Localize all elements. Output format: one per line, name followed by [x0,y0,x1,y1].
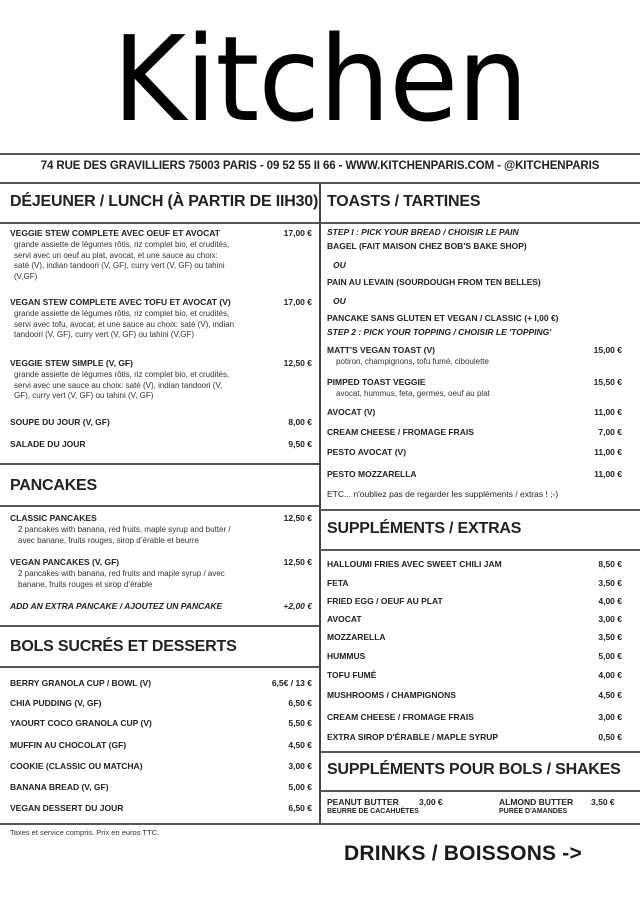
divider [0,222,319,224]
column-divider [319,183,321,824]
item-description: grande assiette de légumes rôtis, riz complet bio, et crudités, servi avec un oeuf au plat, avocat, et une sauce au choix: saté (V), indian tandoori (V, GF), curry vert (V, GF) ou tahini (V,GF) [14,240,230,281]
divider [320,790,640,792]
divider [0,505,319,507]
divider [320,549,640,551]
divider [0,463,319,465]
divider [0,823,640,825]
restaurant-title: Kitchen [112,10,528,148]
section-heading-pancakes: PANCAKES [10,477,98,494]
item-description: grande assiette de légumes rôtis, riz complet bio, et crudités, servi avec une sauce au choix: saté (V), indian tandoori (V, GF), curry vert (V, GF) ou tahini (V, GF) [14,370,230,400]
item-description: grande assiette de légumes rôtis, riz complet bio, et crudités, servi avec tofu, avocat, et une sauce au choix: saté (V), indian tandoori (V, GF), curry vert (V, GF) ou tahini (V,GF) [14,309,235,339]
divider [320,509,640,511]
section-heading-extras: SUPPLÉMENTS / EXTRAS [327,520,522,537]
section-heading-toasts: TOASTS / TARTINES [327,193,481,210]
divider [0,666,319,668]
divider [320,222,640,224]
section-heading-bols: BOLS SUCRÉS ET DESSERTS [10,638,237,655]
drinks-link[interactable]: DRINKS / BOISSONS -> [344,842,582,865]
section-heading-shakes: SUPPLÉMENTS POUR BOLS / SHAKES [327,761,621,778]
item-description: 2 pancakes with banana, red fruits, maple syrup and butter / avec banane, fruits rouges, sirop d’érable et beurre [18,525,231,545]
section-heading-lunch: DÉJEUNER / LUNCH (À PARTIR DE IIH30) [10,193,319,210]
divider [0,625,319,627]
divider [320,751,640,753]
address-bar: 74 RUE DES GRAVILLIERS 75003 PARIS - 09 52 55 II 66 - WWW.KITCHENPARIS.COM - @KITCHENPARIS [40,160,600,172]
item-description: potiron, champignons, tofu fumé, ciboulette [336,357,489,366]
item-description: 2 pancakes with banana, red fruits and maple syrup / avec banane, fruits rouges et sirop d’érable [18,569,225,589]
divider [0,153,640,155]
item-description: avocat, hummus, feta, germes, oeuf au plat [336,389,490,398]
tax-note: Taxes et service compris. Prix en euros TTC. [10,828,160,837]
